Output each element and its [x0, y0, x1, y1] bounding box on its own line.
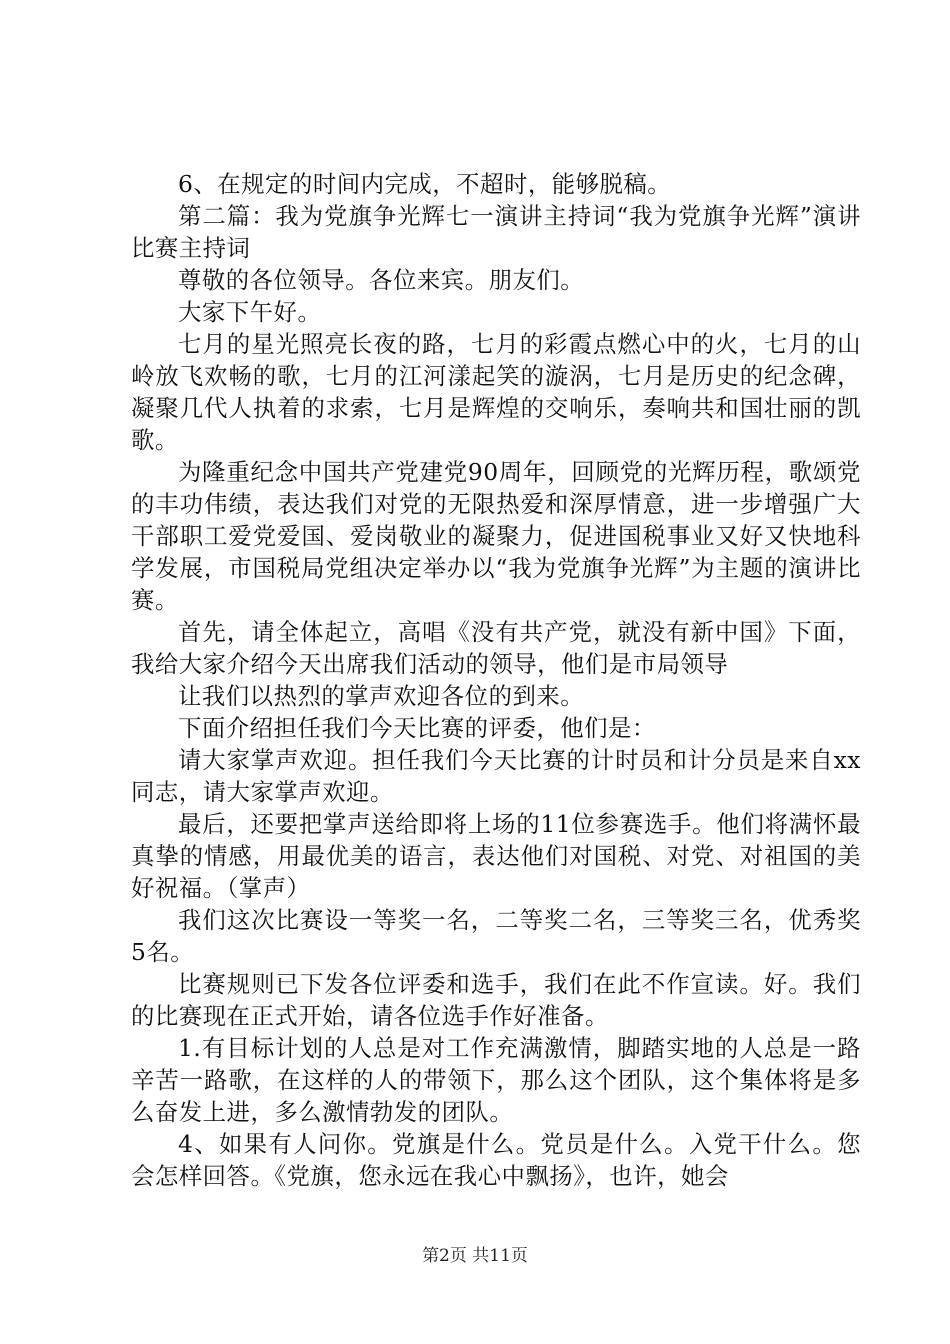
paragraph: 大家下午好。 — [178, 298, 322, 326]
paragraph: 首先，请全体起立，高唱《没有共产党，就没有新中国》下面，我给大家介绍今天出席我们活动的领导，他们是市局领导 — [131, 618, 861, 678]
paragraph: 比赛规则已下发各位评委和选手，我们在此不作宣读。好。我们的比赛现在正式开始，请各位选手作好准备。 — [131, 970, 861, 1030]
document-body — [131, 168, 861, 1192]
paragraph: 第二篇：我为党旗争光辉七一演讲主持词“我为党旗争光辉”演讲比赛主持词 — [131, 202, 861, 262]
paragraph: 尊敬的各位领导。各位来宾。朋友们。 — [178, 266, 585, 294]
paragraph: 让我们以热烈的掌声欢迎各位的到来。 — [178, 682, 585, 710]
paragraph: 为隆重纪念中国共产党建党90周年，回顾党的光辉历程，歌颂党的丰功伟绩，表达我们对党的无限热爱和深厚情意，进一步增强广大干部职工爱党爱国、爱岗敬业的凝聚力，促进国税事业又好又快地科学发展，市国税局党组决定举办以“我为党旗争光辉”为主题的演讲比赛。 — [131, 458, 861, 614]
paragraph: 我们这次比赛设一等奖一名，二等奖二名，三等奖三名，优秀奖5名。 — [131, 906, 861, 966]
paragraph: 七月的星光照亮长夜的路，七月的彩霞点燃心中的火，七月的山岭放飞欢畅的歌，七月的江河漾起笑的漩涡，七月是历史的纪念碑，凝聚几代人执着的求索，七月是辉煌的交响乐，奏响共和国壮丽的凯歌。 — [131, 330, 861, 454]
paragraph: 最后，还要把掌声送给即将上场的11位参赛选手。他们将满怀最真挚的情感，用最优美的语言，表达他们对国税、对党、对祖国的美好祝福。（掌声） — [131, 810, 861, 902]
paragraph: 6、在规定的时间内完成，不超时，能够脱稿。 — [178, 170, 672, 198]
page-number-footer: 第2页 共11页 — [422, 1246, 528, 1266]
paragraph: 4、如果有人问你。党旗是什么。党员是什么。入党干什么。您会怎样回答。《党旗，您永远在我心中飘扬》，也许，她会 — [131, 1130, 861, 1190]
paragraph: 下面介绍担任我们今天比赛的评委，他们是： — [178, 714, 656, 742]
paragraph: 1.有目标计划的人总是对工作充满激情，脚踏实地的人总是一路辛苦一路歌，在这样的人的带领下，那么这个团队，这个集体将是多么奋发上进，多么激情勃发的团队。 — [131, 1034, 861, 1126]
paragraph: 请大家掌声欢迎。担任我们今天比赛的计时员和计分员是来自xx同志，请大家掌声欢迎。 — [131, 746, 861, 806]
